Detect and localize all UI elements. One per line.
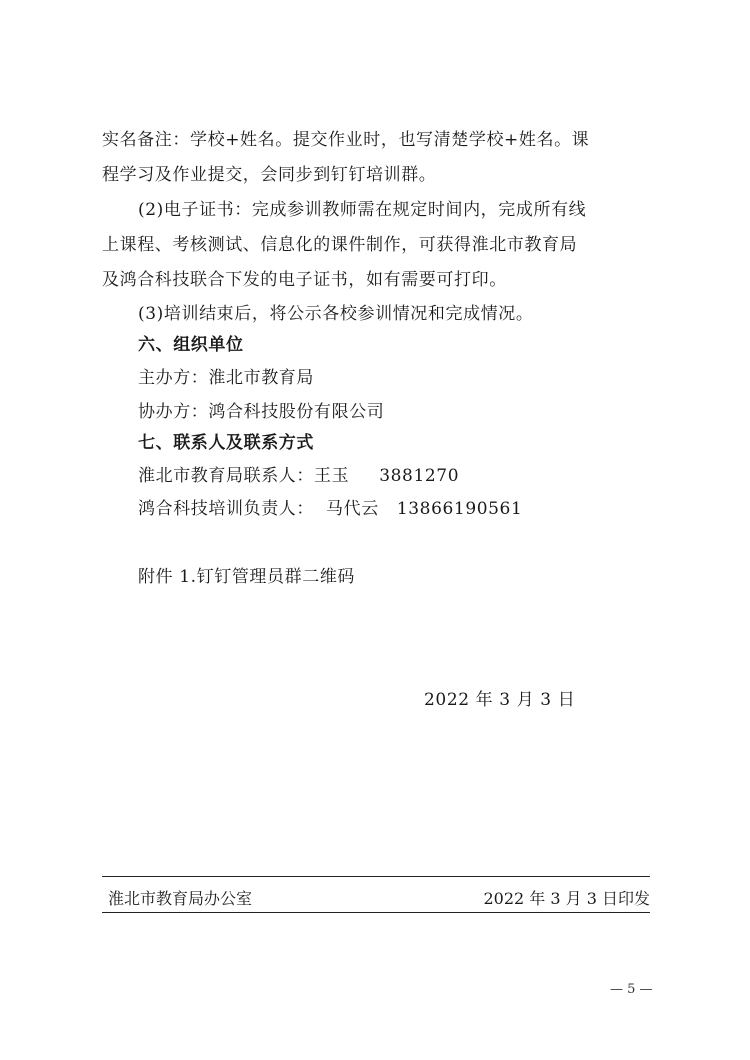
contact-education-bureau: 淮北市教育局联系人：王玉 3881270 (138, 466, 460, 486)
body-paragraph-3-line-1: (3)培训结束后，将公示各校参训情况和完成情况。 (138, 304, 534, 324)
attachment-note: 附件 1.钉钉管理员群二维码 (138, 567, 356, 587)
page-number: — 5 — (610, 982, 653, 997)
footer-top-rule (102, 876, 650, 877)
footer-bottom-rule (102, 912, 650, 913)
body-paragraph-1-line-2: 程学习及作业提交，会同步到钉钉培训群。 (102, 165, 437, 185)
footer-issued-date: 2022 年 3 月 3 日印发 (483, 889, 650, 908)
body-paragraph-1-line-1: 实名备注：学校+姓名。提交作业时，也写清楚学校+姓名。课 (102, 130, 590, 150)
footer-issuer: 淮北市教育局办公室 (108, 889, 253, 908)
host-organizer: 主办方：淮北市教育局 (138, 368, 314, 388)
body-paragraph-2-line-1: (2)电子证书：完成参训教师需在规定时间内，完成所有线 (138, 200, 587, 220)
body-paragraph-2-line-2: 上课程、考核测试、信息化的课件制作，可获得淮北市教育局 (102, 235, 578, 255)
body-paragraph-2-line-3: 及鸿合科技联合下发的电子证书，如有需要可打印。 (102, 270, 507, 290)
section-6-heading: 六、组织单位 (138, 335, 244, 355)
co-organizer: 协办方：鸿合科技股份有限公司 (138, 402, 385, 422)
section-7-heading: 七、联系人及联系方式 (138, 433, 314, 453)
document-date: 2022 年 3 月 3 日 (424, 690, 576, 710)
contact-training-lead: 鸿合科技培训负责人： 马代云 13866190561 (138, 499, 523, 519)
